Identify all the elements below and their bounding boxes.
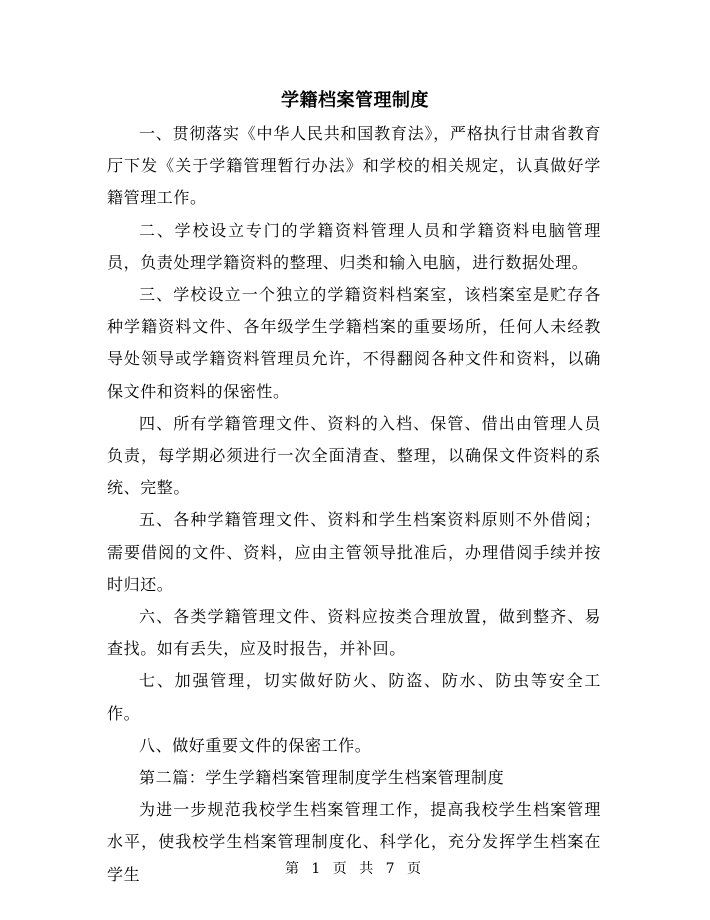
paragraph-3: 三、学校设立一个独立的学籍资料档案室，该档案室是贮存各种学籍资料文件、各年级学生学籍档案的重要场所，任何人未经教导处领导或学籍资料管理员允许，不得翻阅各种文件和资料，以确保文件和资料的保密性。 <box>107 285 601 401</box>
paragraph-6: 六、各类学籍管理文件、资料应按类合理放置，做到整齐、易查找。如有丢失，应及时报告，并补回。 <box>107 607 601 659</box>
paragraph-intro: 为进一步规范我校学生档案管理工作，提高我校学生档案管理水平，使我校学生档案管理制度化、科学化，充分发挥学生档案在学生 <box>107 800 601 884</box>
paragraph-8: 八、做好重要文件的保密工作。 <box>139 735 372 755</box>
paragraph-1: 一、贯彻落实《中华人民共和国教育法》，严格执行甘肃省教育厅下发《关于学籍管理暂行办法》和学校的相关规定，认真做好学籍管理工作。 <box>107 124 601 208</box>
page-number-footer: 第 1 页 共 7 页 <box>284 861 426 877</box>
paragraph-5: 五、各种学籍管理文件、资料和学生档案资料原则不外借阅；需要借阅的文件、资料，应由主管领导批准后，办理借阅手续并按时归还。 <box>107 510 601 594</box>
document-title: 学籍档案管理制度 <box>281 90 429 111</box>
paragraph-4: 四、所有学籍管理文件、资料的入档、保管、借出由管理人员负责，每学期必须进行一次全面清查、整理，以确保文件资料的系统、完整。 <box>107 413 601 498</box>
paragraph-7: 七、加强管理，切实做好防火、防盗、防水、防虫等安全工作。 <box>107 671 601 723</box>
section-two-heading: 第二篇：学生学籍档案管理制度学生档案管理制度 <box>139 768 505 788</box>
paragraph-2: 二、学校设立专门的学籍资料管理人员和学籍资料电脑管理员，负责处理学籍资料的整理、归类和输入电脑，进行数据处理。 <box>107 220 601 272</box>
document-body <box>107 118 601 891</box>
